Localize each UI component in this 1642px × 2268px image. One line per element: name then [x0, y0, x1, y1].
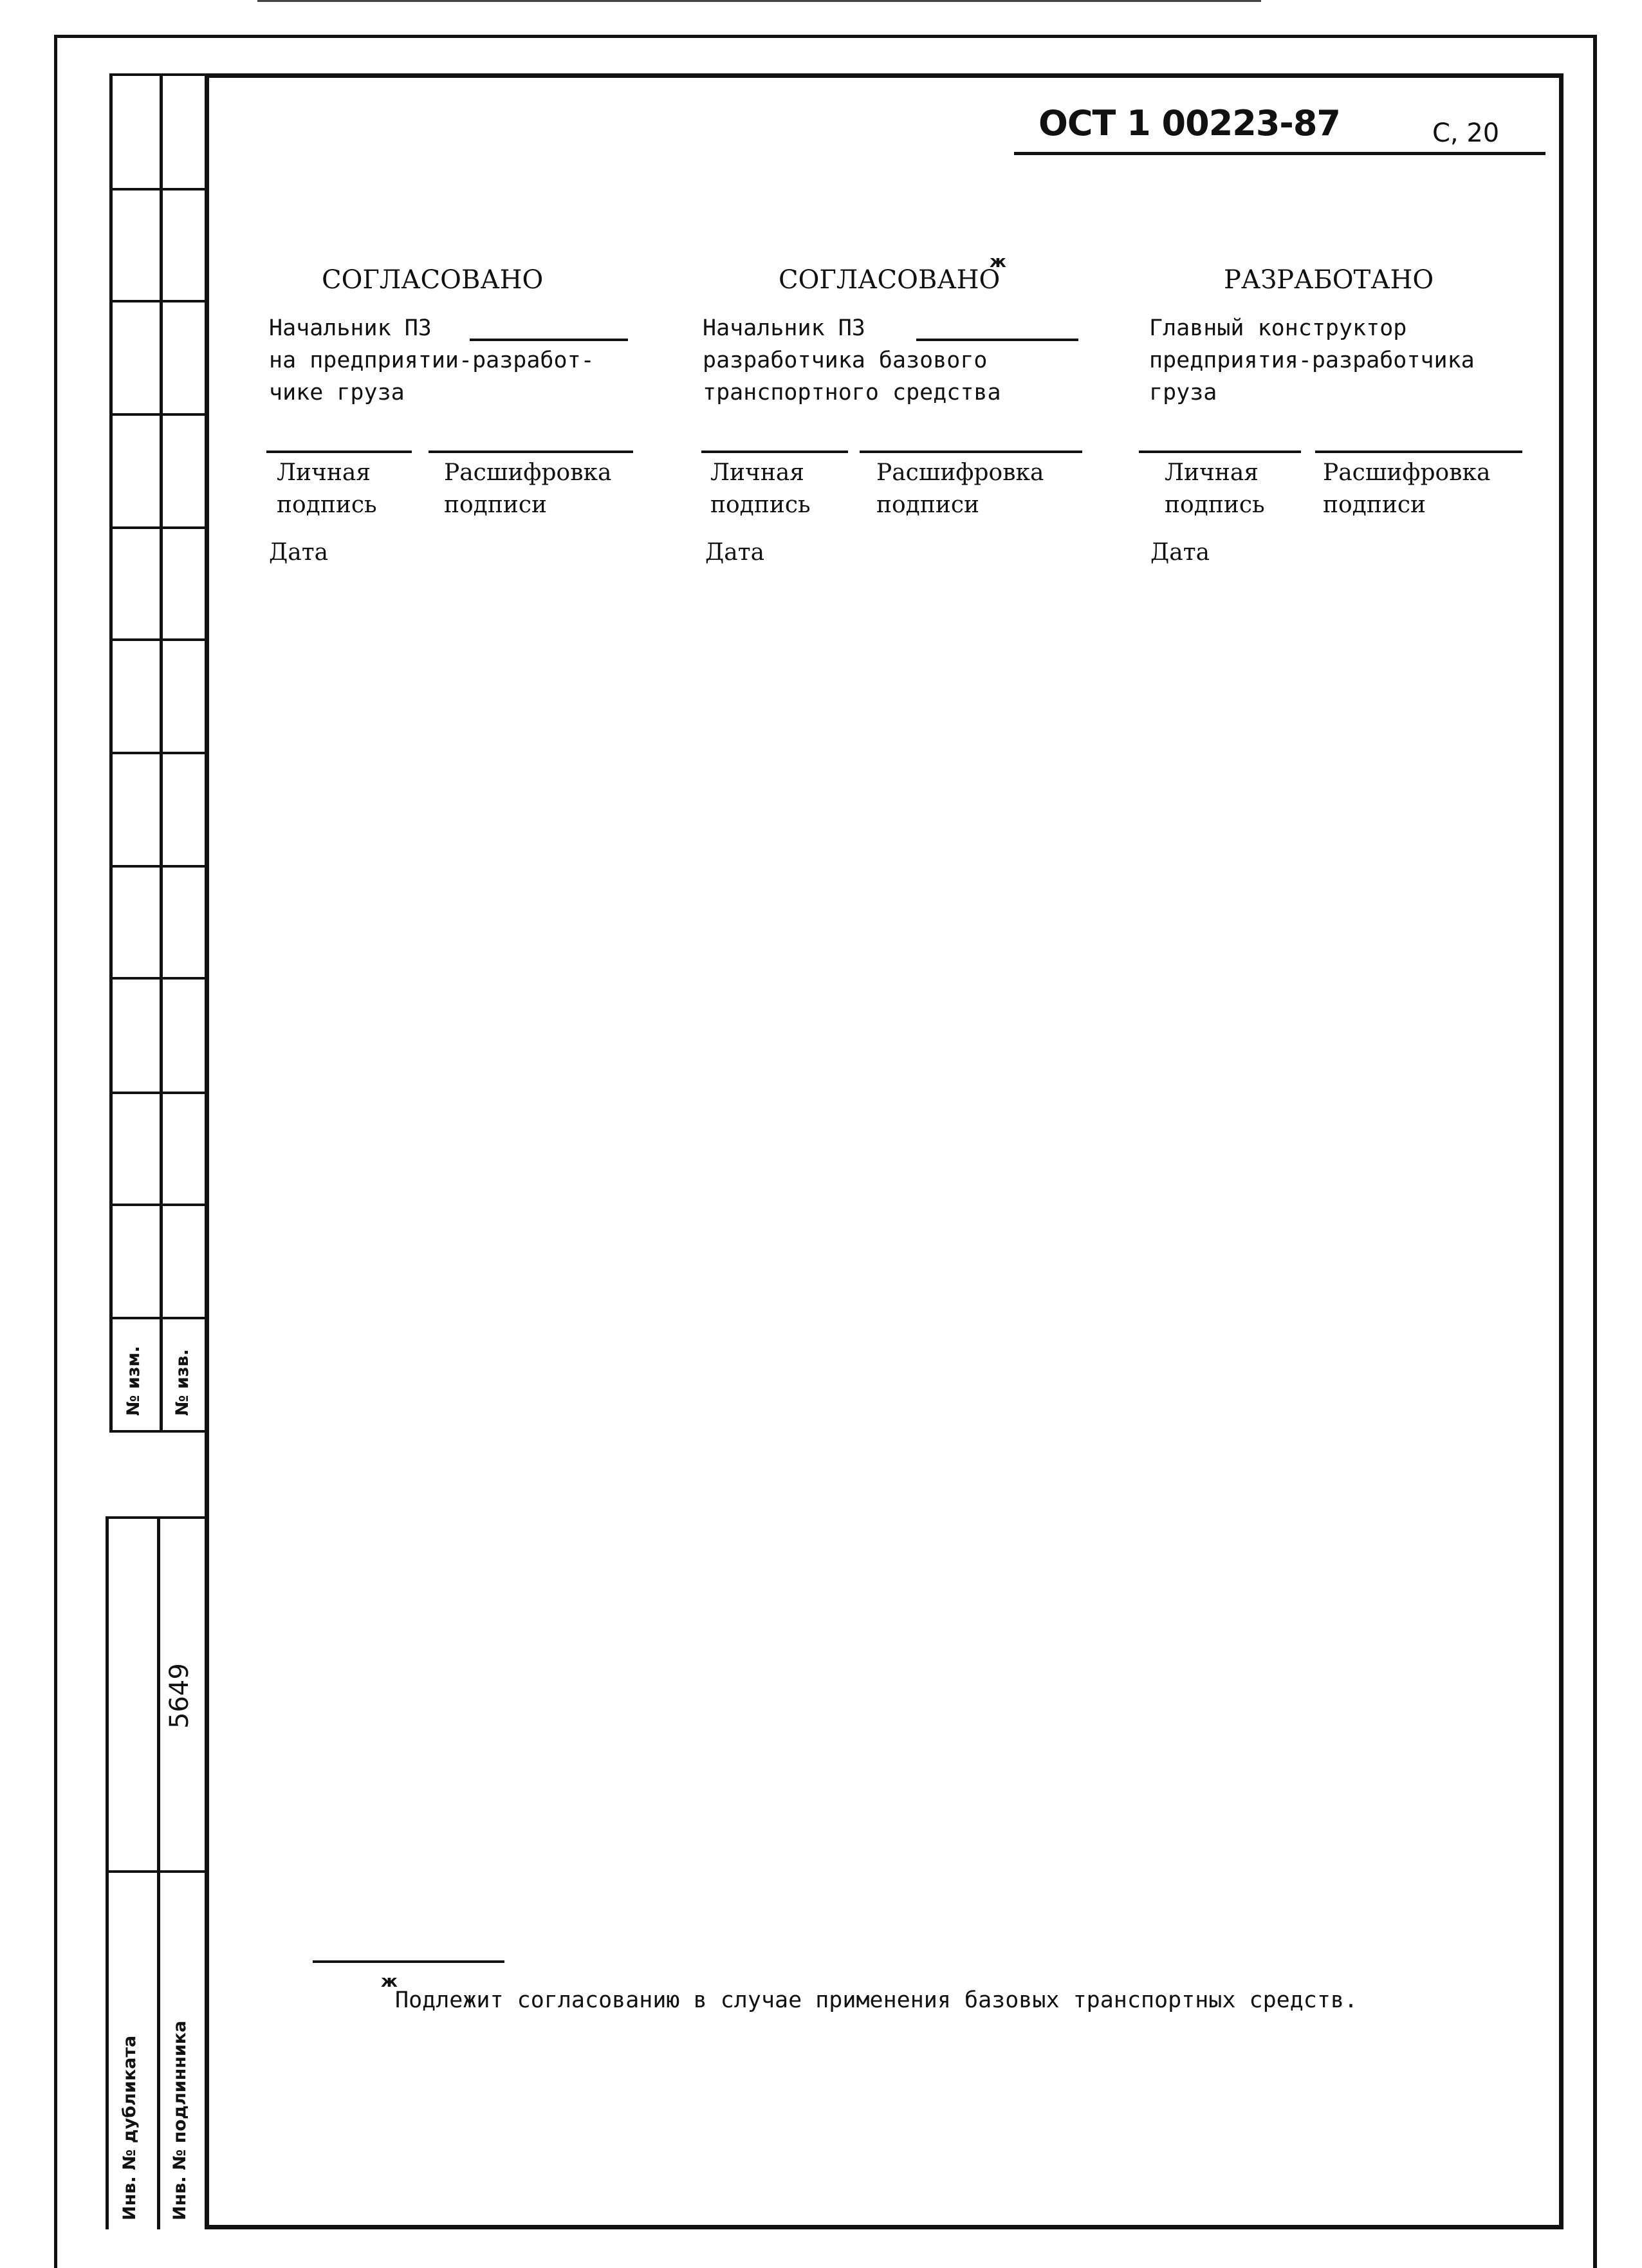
strip-row-line	[109, 526, 207, 529]
strip-row-line	[109, 638, 207, 641]
date-label: Дата	[1150, 539, 1210, 566]
strip-upper-bottom	[109, 1430, 207, 1433]
strip-lower-divider	[106, 1870, 207, 1873]
strip-row-line	[109, 188, 207, 191]
izv-label: № изв.	[172, 1349, 192, 1416]
strip-row-line	[109, 977, 207, 980]
inv-podl-value: 5649	[165, 1663, 194, 1729]
position-line-3: груза	[1149, 380, 1217, 405]
position-line-1: Начальник ПЗ	[269, 315, 432, 341]
date-label: Дата	[269, 539, 329, 566]
sign-label-2: подпись	[710, 492, 811, 518]
decode-label-2: подписи	[1323, 492, 1426, 518]
strip-row-line	[109, 1204, 207, 1206]
decode-line	[429, 451, 633, 453]
strip-lower-left-border	[106, 1516, 109, 2229]
top-cut-line	[257, 0, 1261, 2]
strip-lower-mid-border	[157, 1516, 160, 2229]
strip-lower-top	[106, 1516, 207, 1519]
inv-dubl-label: Инв. № дубликата	[120, 2035, 140, 2220]
strip-row-line	[109, 865, 207, 868]
signature-line	[266, 451, 412, 453]
column-heading: РАЗРАБОТАНО	[1224, 265, 1434, 295]
position-line-2: разработчика базового	[703, 348, 988, 373]
position-line-3: транспортного средства	[703, 380, 1001, 405]
page-number: С, 20	[1432, 118, 1500, 148]
position-signature-line	[470, 339, 628, 341]
strip-row-line	[109, 413, 207, 416]
position-line-1: Главный конструктор	[1149, 315, 1407, 341]
sign-label-1: Личная	[1165, 460, 1259, 486]
position-line-3: чике груза	[269, 380, 405, 405]
decode-label-1: Расшифровка	[444, 460, 612, 486]
sign-label-1: Личная	[277, 460, 371, 486]
column-heading: СОГЛАСОВАНО	[322, 265, 544, 295]
signature-line	[701, 451, 848, 453]
doc-code: ОСТ 1 00223-87	[1038, 103, 1340, 144]
position-signature-line	[916, 339, 1078, 341]
decode-line	[860, 451, 1082, 453]
signature-line	[1139, 451, 1301, 453]
strip-row-line	[109, 300, 207, 302]
sign-label-2: подпись	[277, 492, 377, 518]
decode-label-1: Расшифровка	[1323, 460, 1491, 486]
footnote-mark: ж	[381, 1972, 398, 1991]
decode-label-2: подписи	[444, 492, 547, 518]
position-line-1: Начальник ПЗ	[703, 315, 865, 341]
footnote-text: Подлежит согласованию в случае применения базовых транспортных средств.	[395, 1987, 1358, 2013]
footnote-mark: ж	[990, 252, 1006, 272]
decode-label-2: подписи	[876, 492, 979, 518]
position-line-2: на предприятии-разработ-	[269, 348, 595, 373]
footnote-rule	[313, 1960, 504, 1963]
decode-label-1: Расшифровка	[876, 460, 1044, 486]
inv-podl-label: Инв. № подлинника	[170, 2020, 190, 2220]
izm-label: № изм.	[124, 1346, 143, 1416]
strip-upper-top	[109, 73, 207, 76]
strip-row-line	[109, 1092, 207, 1094]
sign-label-1: Личная	[710, 460, 805, 486]
header-underline	[1014, 152, 1545, 155]
strip-row-line	[109, 1317, 207, 1319]
column-heading: СОГЛАСОВАНО	[779, 265, 1001, 295]
position-line-2: предприятия-разработчика	[1149, 348, 1475, 373]
strip-row-line	[109, 752, 207, 754]
sign-label-2: подпись	[1165, 492, 1265, 518]
date-label: Дата	[705, 539, 765, 566]
decode-line	[1315, 451, 1522, 453]
